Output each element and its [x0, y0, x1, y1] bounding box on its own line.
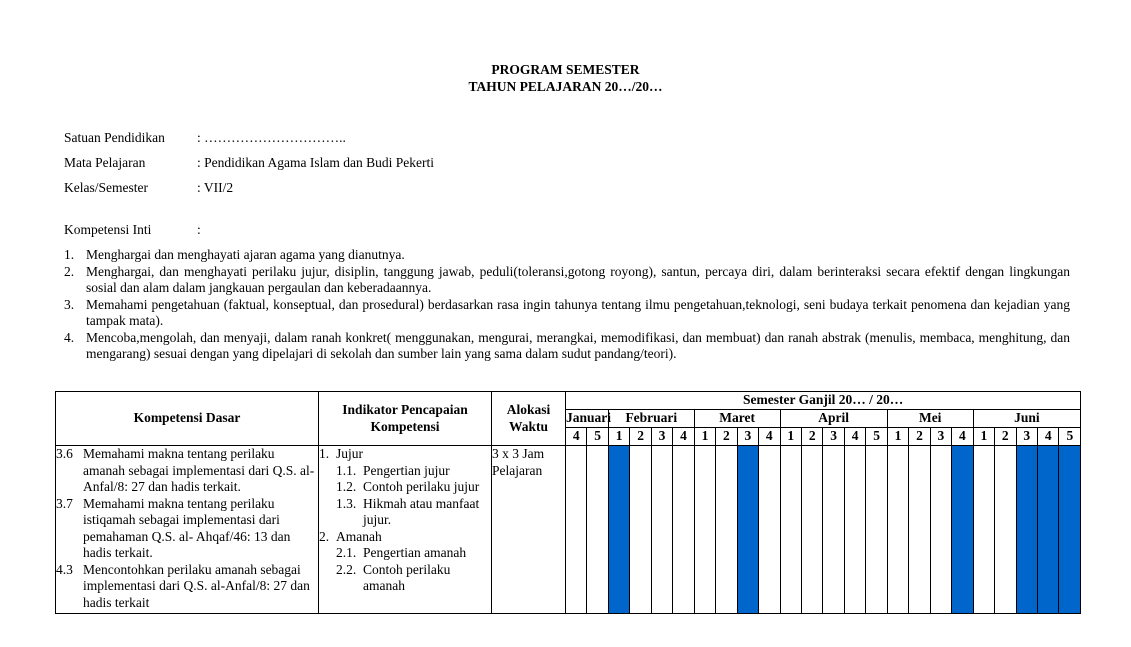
week-header: 1: [608, 428, 629, 446]
indicator-number: 2.: [319, 528, 330, 544]
ki-item-text: Mencoba,mengolah, dan menyaji, dalam ranah konkret( menggunakan, mengurai, merangkai, memodifikasi, dan membuat) dan ranah abstrak (menulis, membaca, menghitung, dan mengarang) sesuai dengan yang dipelajari di sekolah dan sumber lain yang sama dalam sudut pandang/teori).: [86, 329, 1070, 361]
month-header-april: April: [780, 410, 887, 428]
schedule-cell: [716, 446, 737, 614]
indicator-sub-text: Pengertian jujur: [363, 462, 450, 478]
kd-item-number: 4.3: [56, 561, 73, 577]
indicator-sub-text: Hikmah atau manfaat jujur.: [363, 495, 480, 527]
indicator-text: Jujur: [336, 446, 363, 461]
indicator-sub-number: 1.2.: [336, 479, 357, 494]
page-title: PROGRAM SEMESTER: [491, 62, 640, 77]
indicator-sub-item: [319, 463, 491, 480]
indicator-sub-text: Contoh perilaku jujur: [363, 479, 480, 494]
schedule-cell: [909, 446, 930, 614]
week-header: 5: [587, 428, 608, 446]
kompetensi-dasar-cell: [56, 446, 319, 614]
week-header: 4: [673, 428, 694, 446]
indicator-sub-item: [319, 496, 491, 529]
kd-item: [56, 562, 318, 612]
schedule-cell: [759, 446, 780, 614]
week-header: 1: [887, 428, 908, 446]
week-header: 2: [995, 428, 1016, 446]
info-label-kelas: Kelas/Semester: [64, 180, 148, 195]
week-header: 3: [1016, 428, 1037, 446]
week-header: 5: [1059, 428, 1081, 446]
ki-item: [64, 330, 1070, 363]
week-header: 1: [780, 428, 801, 446]
kd-item-text: Memahami makna tentang perilaku istiqamah sebagai implementasi dari pemahaman Q.S. al- Ahqaf/46: 13 dan hadis terkait.: [83, 495, 291, 560]
kd-item-text: Mencontohkan perilaku amanah sebagai implementasi dari Q.S. al-Anfal/8: 27 dan hadis terkait: [83, 561, 310, 610]
schedule-cell: [801, 446, 822, 614]
week-header: 3: [823, 428, 844, 446]
indicator-text: Amanah: [336, 528, 382, 544]
month-header-januari: Januari: [566, 410, 609, 428]
indicator-sub-number: 2.2.: [336, 561, 357, 577]
program-semester-table: [55, 391, 1081, 614]
kd-item-number: 3.6: [56, 446, 73, 461]
indicator-sub-item: [319, 479, 491, 496]
indicator-item: [319, 529, 491, 546]
kd-item: [56, 496, 318, 562]
schedule-cell: [973, 446, 994, 614]
schedule-cell: [694, 446, 715, 614]
schedule-cell: [995, 446, 1016, 614]
ki-item: [64, 264, 1070, 297]
ki-item: [64, 297, 1070, 330]
week-header: 1: [694, 428, 715, 446]
ki-item: [64, 247, 1070, 264]
ki-item-text: Menghargai, dan menghayati perilaku jujur, disiplin, tanggung jawab, peduli(toleransi,gotong royong), santun, percaya diri, dalam berinteraksi secara efektif dengan lingkungan sosial dan alam dalam jangkauan pergaulan dan keberadaannya.: [86, 263, 1070, 295]
header-kompetensi-dasar: Kompetensi Dasar: [56, 392, 319, 446]
schedule-cell-filled: [1037, 446, 1058, 614]
header-alokasi-waktu: Alokasi Waktu: [492, 392, 566, 446]
schedule-cell-filled: [608, 446, 629, 614]
ki-item-number: 4.: [64, 329, 75, 345]
indicator-sub-number: 1.1.: [336, 462, 357, 478]
indicator-item: [319, 446, 491, 463]
week-header: 4: [759, 428, 780, 446]
ki-item-number: 1.: [64, 247, 75, 262]
ki-item-number: 3.: [64, 296, 75, 312]
indicator-sub-number: 1.3.: [336, 495, 357, 511]
info-value-kelas: : VII/2: [197, 180, 234, 195]
schedule-cell-filled: [952, 446, 973, 614]
alokasi-waktu-cell: 3 x 3 Jam Pelajaran: [492, 446, 566, 614]
schedule-cell: [780, 446, 801, 614]
ki-list: [64, 247, 1070, 363]
month-header-februari: Februari: [608, 410, 694, 428]
schedule-cell: [823, 446, 844, 614]
indicator-sub-item: [319, 562, 491, 595]
ki-item-text: Menghargai dan menghayati ajaran agama yang dianutnya.: [86, 247, 405, 262]
schedule-cell: [887, 446, 908, 614]
week-header: 3: [930, 428, 951, 446]
info-value-mapel: : Pendidikan Agama Islam dan Budi Pekerti: [197, 155, 434, 170]
header-indikator: Indikator Pencapaian Kompetensi: [319, 392, 492, 446]
ki-colon: :: [197, 222, 201, 237]
schedule-cell: [651, 446, 672, 614]
week-header: 2: [801, 428, 822, 446]
schedule-cell: [566, 446, 587, 614]
ki-item-number: 2.: [64, 263, 75, 279]
ki-label: Kompetensi Inti: [64, 222, 152, 237]
week-header: 4: [1037, 428, 1058, 446]
schedule-cell: [844, 446, 865, 614]
schedule-cell-filled: [1059, 446, 1081, 614]
week-header: 4: [844, 428, 865, 446]
week-header: 5: [866, 428, 887, 446]
page-subtitle: TAHUN PELAJARAN 20…/20…: [468, 79, 663, 94]
week-header: 1: [973, 428, 994, 446]
indicator-number: 1.: [319, 446, 330, 461]
indikator-cell: [319, 446, 492, 614]
schedule-cell-filled: [737, 446, 758, 614]
month-header-maret: Maret: [694, 410, 780, 428]
kd-item-number: 3.7: [56, 495, 73, 511]
schedule-cell: [930, 446, 951, 614]
week-header: 4: [566, 428, 587, 446]
indicator-sub-text: Contoh perilaku amanah: [363, 561, 451, 593]
month-header-mei: Mei: [887, 410, 973, 428]
week-header: 4: [952, 428, 973, 446]
schedule-cell: [866, 446, 887, 614]
info-label-mapel: Mata Pelajaran: [64, 155, 146, 170]
indicator-sub-item: [319, 545, 491, 562]
kd-item-text: Memahami makna tentang perilaku amanah sebagai implementasi dari Q.S. al-Anfal/8: 27 dan hadis terkait.: [83, 446, 315, 494]
schedule-cell: [587, 446, 608, 614]
kd-item: [56, 446, 318, 496]
week-header: 3: [737, 428, 758, 446]
week-header: 2: [630, 428, 651, 446]
info-value-satuan: : …………………………..: [197, 130, 346, 145]
info-label-satuan: Satuan Pendidikan: [64, 130, 165, 145]
ki-item-text: Memahami pengetahuan (faktual, konseptual, dan prosedural) berdasarkan rasa ingin tahunya tentang ilmu pengetahuan,teknologi, seni budaya terkait penomena dan kejadian yang tampak mata).: [86, 296, 1070, 328]
week-header: 2: [909, 428, 930, 446]
month-header-juni: Juni: [973, 410, 1081, 428]
schedule-cell-filled: [1016, 446, 1037, 614]
schedule-cell: [630, 446, 651, 614]
week-header: 3: [651, 428, 672, 446]
indicator-sub-text: Pengertian amanah: [363, 545, 467, 560]
week-header: 2: [716, 428, 737, 446]
indicator-sub-number: 2.1.: [336, 545, 357, 560]
schedule-cell: [673, 446, 694, 614]
header-semester: Semester Ganjil 20… / 20…: [566, 392, 1081, 410]
